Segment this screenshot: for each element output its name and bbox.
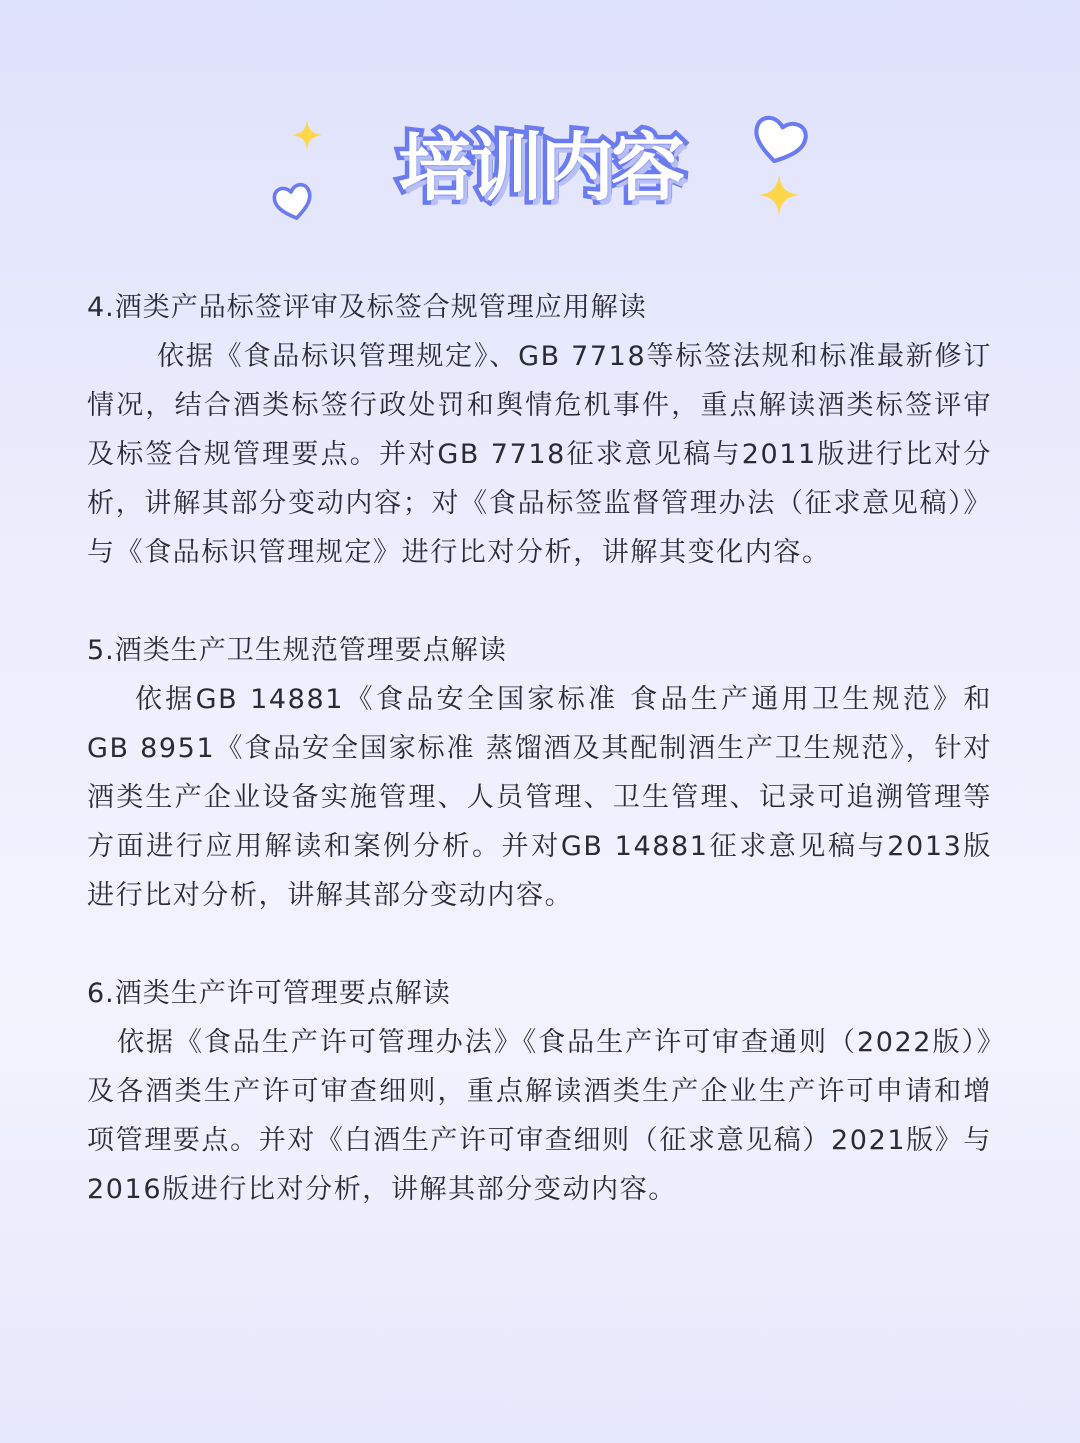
section-title: 4.酒类产品标签评审及标签合规管理应用解读: [87, 292, 647, 323]
section-body: 依据《食品生产许可管理办法》《食品生产许可审查通则（2022版）》及各酒类生产许可审查细则，重点解读酒类生产企业生产许可申请和增项管理要点。并对《白酒生产许可审查细则（征求意见稿）2021版》与2016版进行比对分析，讲解其部分变动内容。: [87, 1027, 992, 1205]
page-title: 培训内容: [398, 125, 682, 211]
section-hygiene-standards: [87, 626, 992, 920]
section-production-license: [87, 969, 992, 1214]
training-content: [87, 283, 992, 1214]
section-body: 依据GB 14881《食品安全国家标准 食品生产通用卫生规范》和GB 8951《食品安全国家标准 蒸馏酒及其配制酒生产卫生规范》，针对酒类生产企业设备实施管理、人员管理、卫生管理、记录可追溯管理等方面进行应用解读和案例分析。并对GB 14881征求意见稿与2013版进行比对分析，讲解其部分变动内容。: [87, 684, 992, 911]
section-title: 5.酒类生产卫生规范管理要点解读: [87, 635, 507, 666]
section-body: 依据《食品标识管理规定》、GB 7718等标签法规和标准最新修订情况，结合酒类标签行政处罚和舆情危机事件，重点解读酒类标签评审及标签合规管理要点。并对GB 7718征求意见稿与2011版进行比对分析，讲解其部分变动内容；对《食品标签监督管理办法（征求意见稿）》与《食品标识管理规定》进行比对分析，讲解其变化内容。: [87, 341, 992, 568]
page-header: [0, 100, 1080, 270]
section-label-compliance: [87, 283, 992, 577]
section-title: 6.酒类生产许可管理要点解读: [87, 978, 451, 1009]
